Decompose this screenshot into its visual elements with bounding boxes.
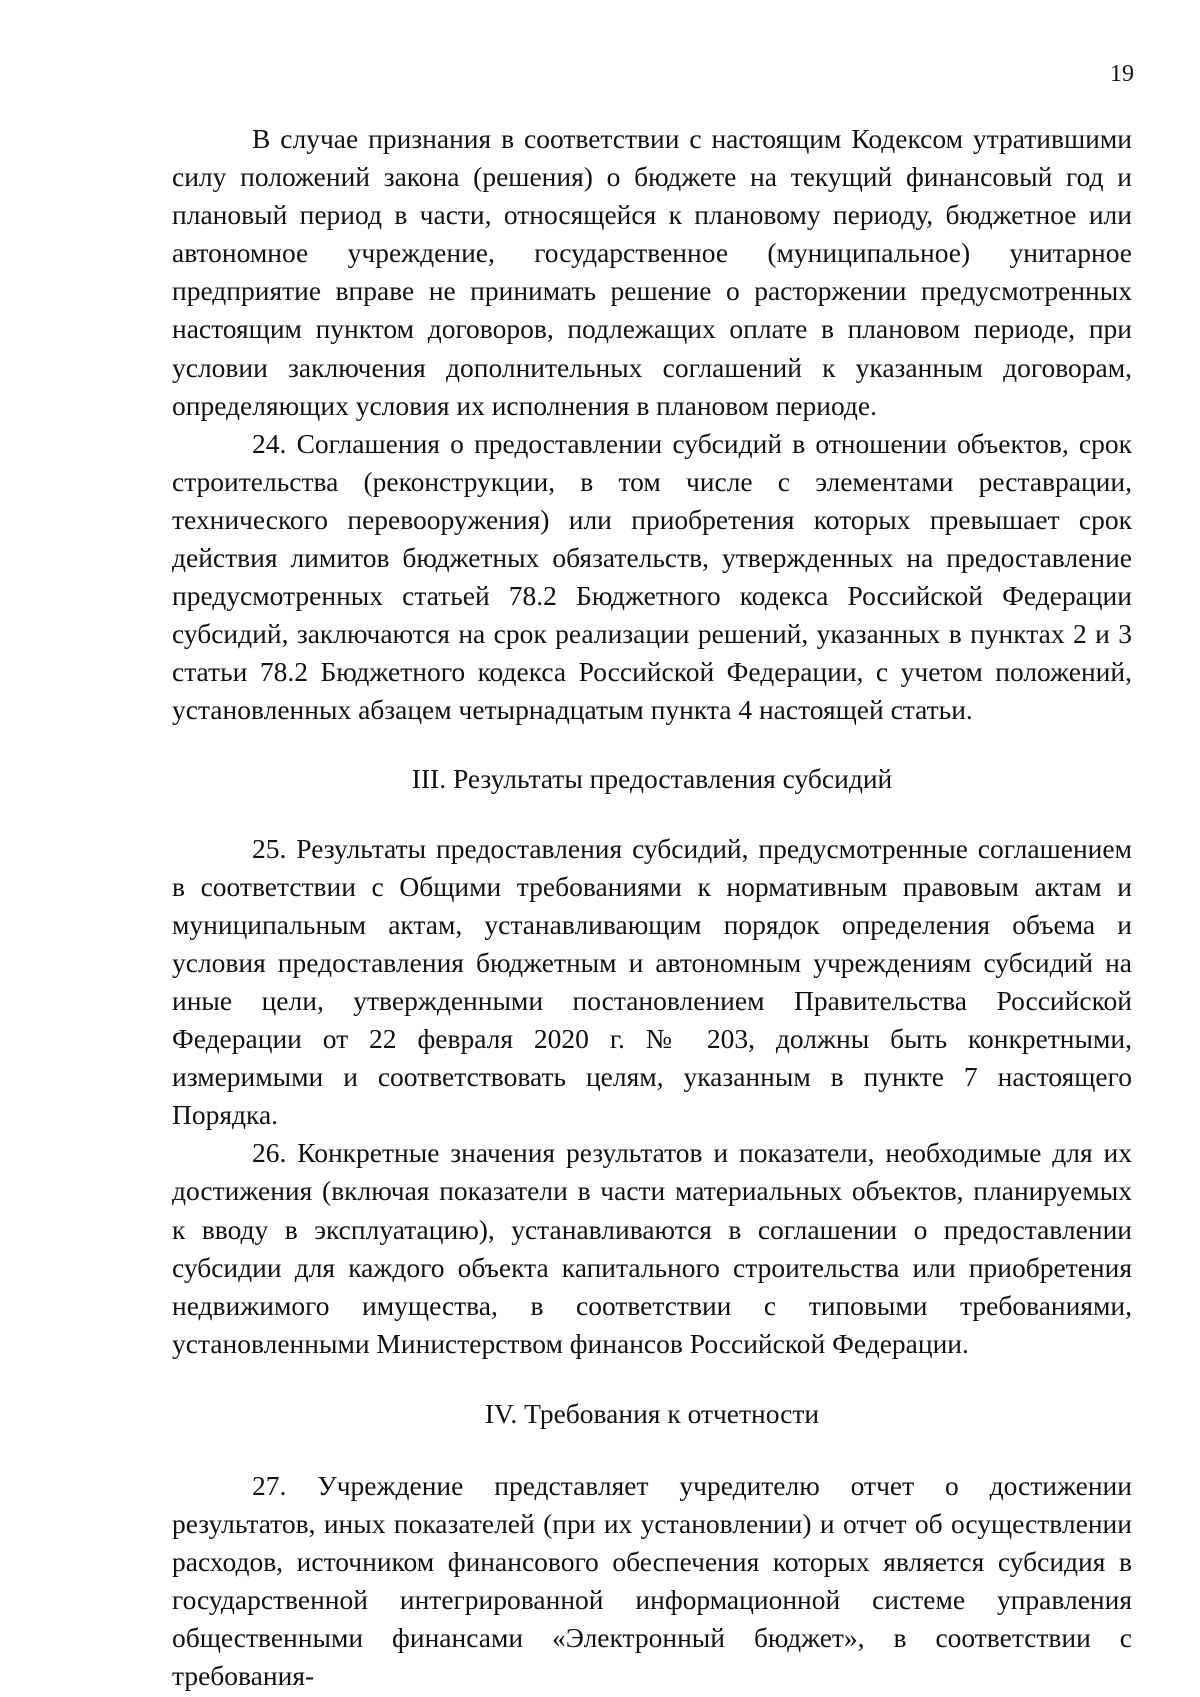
- section-heading-results: III. Результаты предоставления субсидий: [411, 762, 893, 794]
- paragraph-26: 26. Конкретные значения результатов и показатели, необходимые для их достижения (включая показатели в части материальных объектов, планируемых к вводу в эксплуатацию), устанавливаются в соглашении о предоставлении субсидии для каждого объекта капитального строительства или приобретения недвижимого имущества, в соответствии с типовыми требованиями, установленными Министерством финансов Российской Федерации.: [172, 1137, 1132, 1359]
- paragraph-27: 27. Учреждение представляет учредителю отчет о достижении результатов, иных показателей (при их установлении) и отчет об осуществлении расходов, источником финансового обеспечения которых является субсидия в государственной интегрированной информационной системе управления общественными финансами «Электронный бюджет», в соответствии с требования-: [172, 1470, 1132, 1692]
- paragraph-24: 24. Соглашения о предоставлении субсидий в отношении объектов, срок строительства (реконструкции, в том числе с элементами реставрации, технического перевооружения) или приобретения которых превышает срок действия лимитов бюджетных обязательств, утвержденных на предоставление предусмотренных статьей 78.2 Бюджетного кодекса Российской Федерации субсидий, заключаются на срок реализации решений, указанных в пунктах 2 и 3 статьи 78.2 Бюджетного кодекса Российской Федерации, с учетом положений, установленных абзацем четырнадцатым пункта 4 настоящей статьи.: [172, 427, 1132, 726]
- page-number: 19: [1110, 61, 1134, 87]
- document-body: [172, 120, 1132, 1696]
- paragraph-25: 25. Результаты предоставления субсидий, предусмотренные соглашением в соответствии с Общими требованиями к нормативным правовым актам и муниципальным актам, устанавливающим порядок определения объема и условия предоставления бюджетным и автономным учреждениям субсидий на иные цели, утвержденными постановлением Правительства Российской Федерации от 22 февраля 2020 г. № 203, должны быть конкретными, измеримыми и соответствовать целям, указанным в пункте 7 настоящего Порядка.: [172, 832, 1132, 1131]
- section-heading-reporting: IV. Требования к отчетности: [484, 1397, 820, 1429]
- paragraph-continuation: В случае признания в соответствии с настоящим Кодексом утратившими силу положений закона (решения) о бюджете на текущий финансовый год и плановый период в части, относящейся к плановому периоду, бюджетное или автономное учреждение, государственное (муниципальное) унитарное предприятие вправе не принимать решение о расторжении предусмотренных настоящим пунктом договоров, подлежащих оплате в плановом периоде, при условии заключения дополнительных соглашений к указанным договорам, определяющих условия их исполнения в плановом периоде.: [172, 123, 1132, 421]
